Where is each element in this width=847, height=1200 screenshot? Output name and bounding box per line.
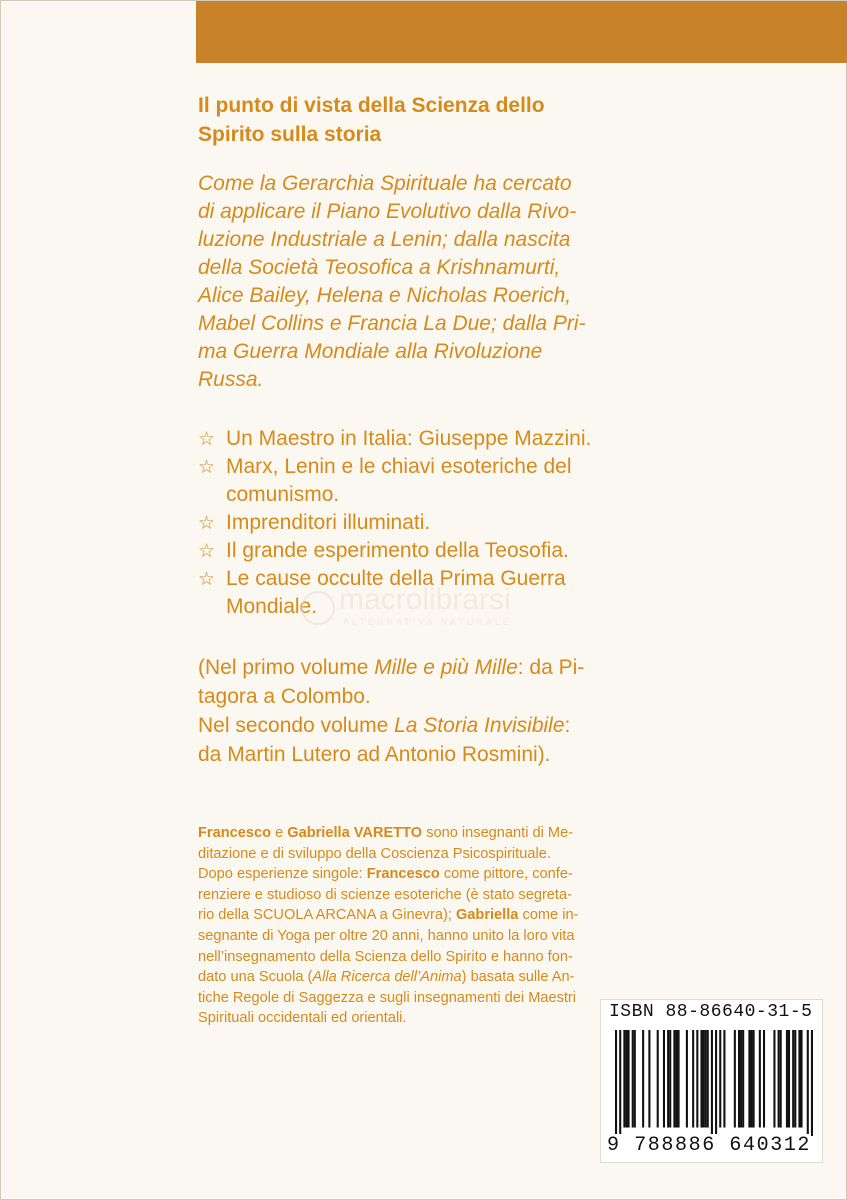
intro-line: luzione Industriale a Lenin; dalla nascita — [198, 228, 571, 251]
barcode-bar — [707, 1030, 709, 1128]
star-outline-icon: ☆ — [198, 428, 216, 450]
barcode-bar — [705, 1030, 707, 1128]
bio-line: Francesco e Gabriella VARETTO sono insegnanti di Me- — [198, 825, 574, 841]
barcode-bar — [778, 1030, 780, 1128]
barcode-bar — [623, 1030, 625, 1128]
barcode-bar — [753, 1030, 755, 1128]
heading-line: Spirito sulla storia — [198, 123, 382, 146]
barcode-bars — [615, 1030, 813, 1136]
barcode-bar — [667, 1030, 669, 1128]
intro-line: della Società Teosofica a Krishnamurti, — [198, 256, 561, 279]
intro-line: Mabel Collins e Francia La Due; dalla Pri- — [198, 312, 586, 335]
barcode-bar — [788, 1030, 790, 1128]
barcode-bar — [692, 1030, 694, 1128]
book-heading — [198, 91, 698, 149]
barcode-bar — [742, 1030, 744, 1128]
barcode-bar — [748, 1030, 750, 1128]
barcode-bar — [669, 1030, 671, 1128]
barcode-bar — [663, 1030, 665, 1128]
bio-line: rio della SCUOLA ARCANA a Ginevra); Gabriella come in- — [198, 907, 579, 924]
list-item — [198, 425, 758, 453]
barcode-bar — [738, 1030, 740, 1128]
barcode-bar — [657, 1030, 659, 1128]
star-outline-icon: ☆ — [198, 512, 216, 534]
intro-line: Come la Gerarchia Spirituale ha cercato — [198, 172, 572, 195]
star-outline-icon: ☆ — [198, 456, 216, 478]
barcode-bar — [632, 1030, 634, 1128]
isbn-label: ISBN 88-86640-31-5 — [609, 1002, 813, 1022]
barcode-bar — [763, 1030, 765, 1128]
list-item-line: comunismo. — [226, 483, 340, 506]
watermark-tagline: ALTERNATIVA NATURALE — [343, 617, 512, 627]
volume-line: tagora a Colombo. — [198, 685, 371, 708]
watermark-name: macrolibrarsi — [339, 583, 511, 616]
bio-line: dato una Scuola (Alla Ricerca dell’Anima) basata sulle An- — [198, 969, 575, 986]
star-outline-icon: ☆ — [198, 568, 216, 590]
barcode-bar — [648, 1030, 650, 1128]
list-item-line: Un Maestro in Italia: Giuseppe Mazzini. — [226, 427, 592, 450]
list-item-line: Le cause occulte della Prima Guerra — [226, 567, 566, 590]
barcode-bar — [686, 1030, 688, 1128]
barcode-bar — [675, 1030, 677, 1128]
list-item-line: Mondiale. — [226, 595, 318, 618]
barcode-bar — [634, 1030, 636, 1128]
barcode-bar — [786, 1030, 788, 1128]
heading-line: Il punto di vista della Scienza dello — [198, 94, 545, 117]
list-item — [198, 453, 758, 509]
barcode-bar — [700, 1030, 702, 1128]
bio-line: segnante di Yoga per oltre 20 anni, hanno unito la loro vita — [198, 927, 575, 944]
barcode-bar — [734, 1030, 736, 1128]
barcode-bar — [625, 1030, 627, 1128]
intro-line: Russa. — [198, 368, 264, 391]
intro-line: Alice Bailey, Helena e Nicholas Roerich, — [198, 284, 572, 307]
barcode-bar — [642, 1030, 644, 1128]
top-color-band — [196, 1, 847, 63]
barcode-bar — [673, 1030, 675, 1128]
intro-line: di applicare il Piano Evolutivo dalla Rivo- — [198, 200, 577, 223]
barcode-bar — [800, 1030, 802, 1128]
watermark-logo-icon — [301, 591, 335, 625]
barcode-bar — [703, 1030, 705, 1128]
volume-line: Nel secondo volume La Storia Invisibile: — [198, 714, 571, 737]
barcode-bar — [696, 1030, 698, 1128]
volume-line: (Nel primo volume Mille e più Mille: da Pi- — [198, 656, 585, 679]
barcode-bar — [628, 1030, 630, 1128]
barcode-bar — [615, 1030, 617, 1136]
barcode-bar — [719, 1030, 721, 1128]
barcode-bar — [807, 1030, 809, 1136]
barcode-bar — [750, 1030, 752, 1128]
barcode-bar — [740, 1030, 742, 1128]
barcode-bar — [792, 1030, 794, 1128]
barcode-bar — [711, 1030, 713, 1136]
isbn-barcode — [600, 999, 823, 1163]
barcode-bar — [759, 1030, 761, 1128]
intro-paragraph — [198, 170, 758, 394]
bio-line: tiche Regole di Saggezza e sugli insegnamenti dei Maestri — [198, 989, 577, 1006]
list-item-line: Il grande esperimento della Teosofia. — [226, 539, 569, 562]
barcode-bar — [780, 1030, 782, 1128]
barcode-bar — [723, 1030, 725, 1128]
intro-line: ma Guerra Mondiale alla Rivoluzione — [198, 340, 543, 363]
barcode-bar — [811, 1030, 813, 1136]
barcode-bar — [798, 1030, 800, 1128]
barcode-bar — [715, 1030, 717, 1136]
ean-digits: 9 788886 640312 — [607, 1134, 812, 1157]
bio-line: ditazione e di sviluppo della Coscienza Psicospirituale. — [198, 845, 551, 862]
list-item — [198, 537, 758, 565]
barcode-bar — [619, 1030, 621, 1136]
barcode-bar — [794, 1030, 796, 1128]
barcode-bar — [773, 1030, 775, 1128]
bio-line: renziere e studioso di scienze esoteriche (è stato segreta- — [198, 886, 572, 903]
star-outline-icon: ☆ — [198, 540, 216, 562]
volume-line: da Martin Lutero ad Antonio Rosmini). — [198, 743, 551, 766]
watermark — [301, 583, 601, 631]
related-volumes — [198, 653, 758, 769]
bio-line: Spirituali occidentali ed orientali. — [198, 1010, 407, 1027]
list-item-line: Marx, Lenin e le chiavi esoteriche del — [226, 455, 572, 478]
barcode-bar — [678, 1030, 680, 1128]
bio-line: Dopo esperienze singole: Francesco come pittore, confe- — [198, 866, 573, 883]
list-item-line: Imprenditori illuminati. — [226, 511, 431, 534]
bio-line: nell’insegnamento della Scienza dello Spirito e hanno fon- — [198, 948, 573, 965]
list-item — [198, 509, 758, 537]
